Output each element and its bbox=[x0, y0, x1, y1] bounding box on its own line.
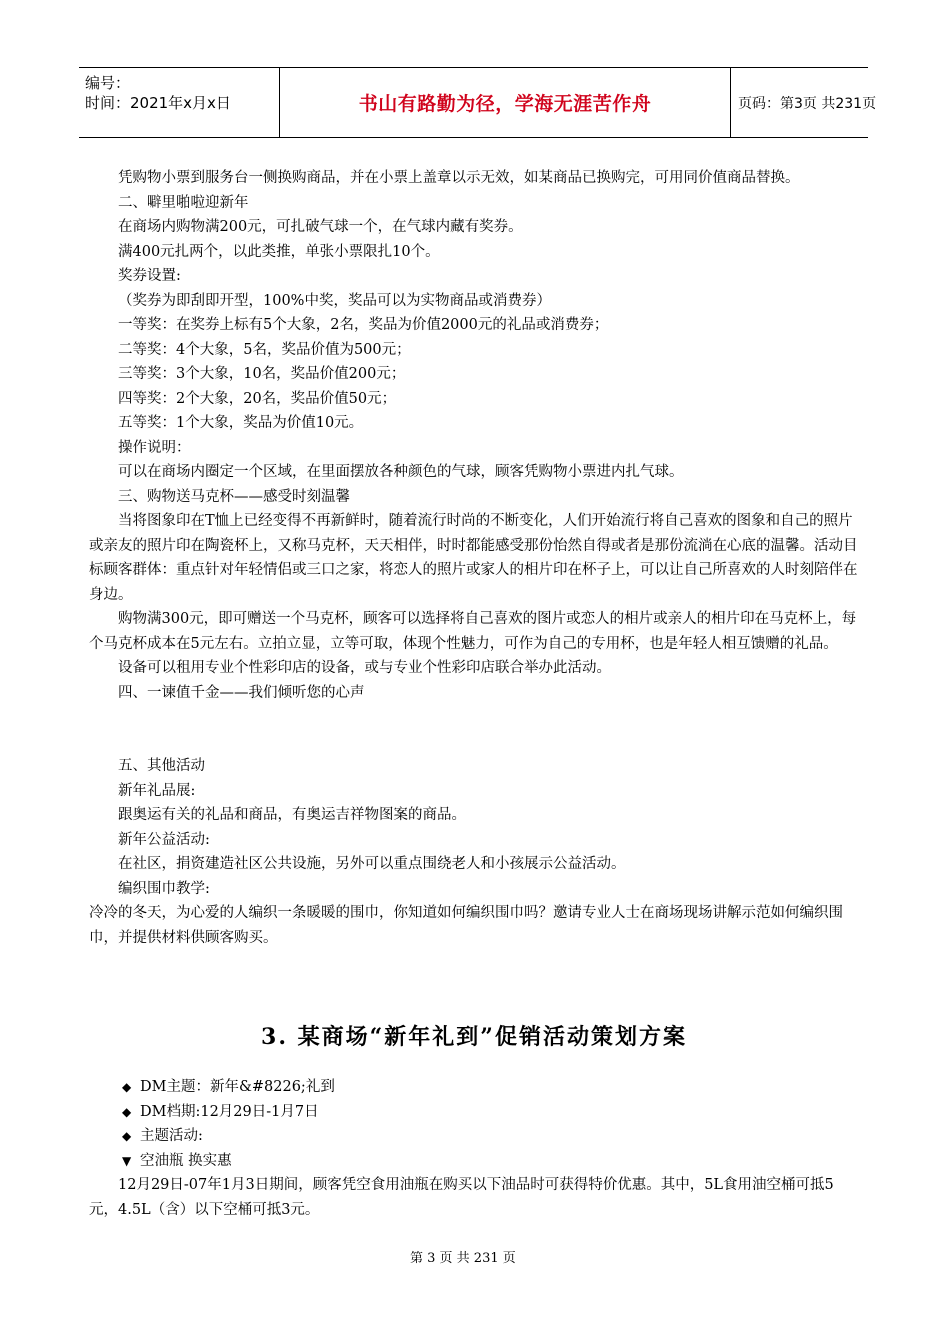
section-title: 三、购物送马克杯——感受时刻温馨 bbox=[118, 488, 350, 505]
section-title: 二、噼里啪啦迎新年 bbox=[118, 194, 249, 211]
bullet-item bbox=[89, 1149, 859, 1174]
bullet-text: DM主题：新年&#8226;礼到 bbox=[140, 1079, 335, 1095]
header-meta bbox=[79, 68, 279, 137]
bullet-item bbox=[89, 1124, 859, 1149]
paragraph: 当将图象印在T恤上已经变得不再新鲜时，随着流行时尚的不断变化，人们开始流行将自己喜欢的图象和自己的照片或亲友的照片印在陶瓷杯上，又称马克杯，天天相伴，时时都能感受那份怡然自得或者是那份流淌在心底的温馨。活动目标顾客群体：重点针对年轻情侣或三口之家，将恋人的照片或家人的相片印在杯子上，可以让自己所喜欢的人时刻陪伴在身边。 bbox=[89, 513, 858, 603]
paragraph: 新年礼品展: bbox=[118, 782, 196, 799]
time-label: 时间：2021年x月x日 bbox=[85, 94, 231, 112]
prize-line: 三等奖：3个大象，10名，奖品价值200元； bbox=[118, 366, 406, 382]
diamond-bullet-icon: ◆ bbox=[122, 1104, 132, 1119]
code-label: 编号： bbox=[85, 74, 131, 92]
bullet-text: 主题活动: bbox=[140, 1128, 203, 1144]
header-motto: 书山有路勤为径，学海无涯苦作舟 bbox=[279, 68, 731, 137]
page-footer: 第 3 页 共 231 页 bbox=[410, 1251, 516, 1266]
paragraph: 凭购物小票到服务台一侧换购商品，并在小票上盖章以示无效，如某商品已换购完，可用同价值商品替换。 bbox=[118, 170, 800, 186]
diamond-bullet-icon: ◆ bbox=[122, 1080, 132, 1094]
paragraph: 编织围巾教学: bbox=[118, 880, 210, 897]
paragraph: （奖券为即刮即开型，100%中奖，奖品可以为实物商品或消费券） bbox=[118, 292, 551, 309]
section-title: 四、一谏值千金——我们倾听您的心声 bbox=[118, 684, 365, 701]
paragraph: 在商场内购物满200元，可扎破气球一个，在气球内藏有奖券。 bbox=[118, 219, 523, 235]
prize-line: 一等奖：在奖券上标有5个大象，2名，奖品为价值2000元的礼品或消费券； bbox=[118, 317, 609, 333]
bullet-text: 空油瓶 换实惠 bbox=[140, 1152, 232, 1169]
paragraph: 跟奥运有关的礼品和商品，有奥运吉祥物图案的商品。 bbox=[118, 807, 466, 823]
paragraph: 操作说明： bbox=[118, 439, 191, 456]
paragraph: 12月29日-07年1月3日期间，顾客凭空食用油瓶在购买以下油品时可获得特价优惠。其中，5L食用油空桶可抵5元，4.5L（含）以下空桶可抵3元。 bbox=[89, 1177, 834, 1218]
paragraph: 满400元扎两个，以此类推，单张小票限扎10个。 bbox=[118, 243, 440, 260]
document-body bbox=[89, 166, 859, 950]
bullet-item bbox=[89, 1100, 859, 1125]
bullet-text: DM档期:12月29日-1月7日 bbox=[140, 1103, 319, 1120]
spacer bbox=[89, 705, 859, 754]
prize-line: 四等奖：2个大象，20名，奖品价值50元； bbox=[118, 390, 397, 407]
triangle-bullet-icon: ▼ bbox=[122, 1153, 132, 1168]
paragraph: 新年公益活动: bbox=[118, 831, 210, 848]
paragraph: 可以在商场内圈定一个区域，在里面摆放各种颜色的气球，顾客凭购物小票进内扎气球。 bbox=[118, 464, 684, 480]
paragraph: 购物满300元，即可赠送一个马克杯，顾客可以选择将自己喜欢的图片或恋人的相片或亲人的相片印在马克杯上，每个马克杯成本在5元左右。立拍立显，立等可取，体现个性魅力，可作为自己的专用杯，也是年轻人相互馈赠的礼品。 bbox=[89, 611, 857, 652]
diamond-bullet-icon: ◆ bbox=[122, 1129, 132, 1143]
paragraph: 奖券设置: bbox=[118, 268, 181, 284]
bullet-item bbox=[89, 1075, 859, 1100]
paragraph: 设备可以租用专业个性彩印店的设备，或与专业个性彩印店联合举办此活动。 bbox=[118, 660, 611, 676]
section-title: 五、其他活动 bbox=[118, 758, 205, 774]
prize-line: 二等奖：4个大象，5名，奖品价值为500元； bbox=[118, 341, 411, 358]
section-heading: 3. 某商场“新年礼到”促销活动策划方案 bbox=[261, 1024, 687, 1050]
header-page-code: 页码：第3页 共231页 bbox=[738, 95, 877, 112]
paragraph: 冷冷的冬天，为心爱的人编织一条暖暖的围巾，你知道如何编织围巾吗？邀请专业人士在商场现场讲解示范如何编织围巾，并提供材料供顾客购买。 bbox=[89, 905, 843, 946]
paragraph: 在社区，捐资建造社区公共设施，另外可以重点围绕老人和小孩展示公益活动。 bbox=[118, 856, 626, 872]
plan-body bbox=[89, 1075, 859, 1222]
prize-line: 五等奖：1个大象，奖品为价值10元。 bbox=[118, 415, 364, 431]
page-header bbox=[79, 67, 877, 138]
